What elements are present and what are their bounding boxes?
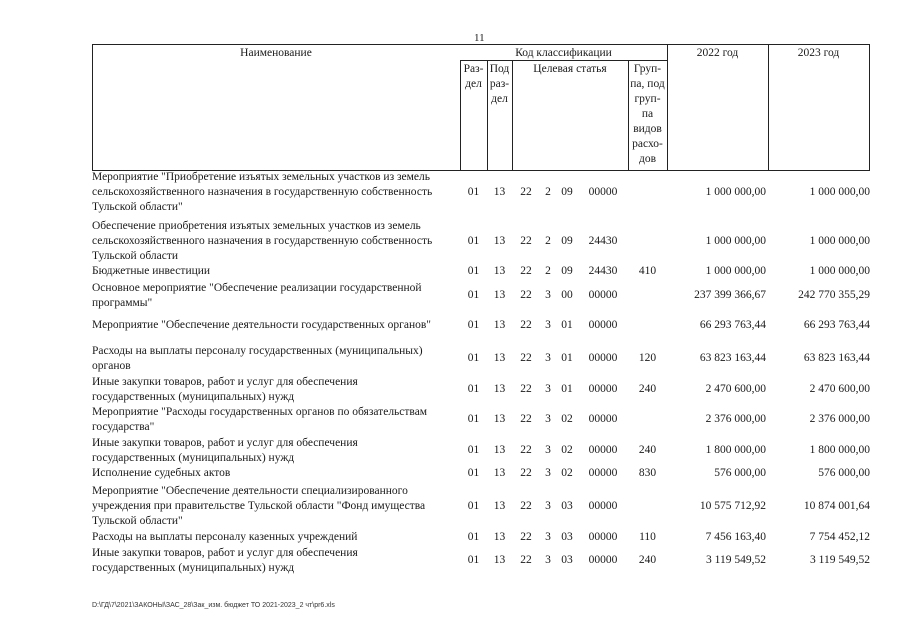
- row-code-cell: 01: [467, 444, 480, 456]
- row-name: Иные закупки товаров, работ и услуг для обеспечения государственных (муниципальных) нужд: [92, 437, 358, 464]
- row-code-cell: 240: [638, 383, 657, 395]
- row-code-cell: 24430: [588, 235, 618, 247]
- row-value-2022: 1 000 000,00: [705, 235, 766, 247]
- row-code-cell: 00: [561, 289, 573, 301]
- row-code-cell: 13: [493, 235, 506, 247]
- row-code-cell: 03: [561, 554, 573, 566]
- row-code-cell: 22: [520, 444, 532, 456]
- row-value-2022: 1 000 000,00: [705, 186, 766, 198]
- row-code-cell: 13: [493, 383, 506, 395]
- row-code-cell: 13: [493, 265, 506, 277]
- row-name: Мероприятие "Приобретение изъятых земельных участков из земель сельскохозяйственного назначения в государственную собственность Тульской области": [92, 171, 433, 213]
- row-code-cell: 00000: [588, 289, 618, 301]
- row-value-2023: 10 874 001,64: [803, 500, 870, 512]
- row-code-cell: 13: [493, 554, 506, 566]
- row-code-cell: 01: [467, 235, 480, 247]
- row-name: Основное мероприятие "Обеспечение реализации государственной программы": [92, 282, 422, 309]
- row-code-cell: 22: [520, 352, 532, 364]
- row-name: Иные закупки товаров, работ и услуг для обеспечения государственных (муниципальных) нужд: [92, 547, 358, 574]
- row-code-cell: 00000: [588, 413, 618, 425]
- row-code-cell: 3: [545, 413, 551, 425]
- row-value-2022: 2 470 600,00: [705, 383, 766, 395]
- row-code-cell: 01: [467, 352, 480, 364]
- row-value-2023: 1 000 000,00: [809, 235, 870, 247]
- row-code-cell: 22: [520, 383, 532, 395]
- row-code-cell: 09: [561, 186, 573, 198]
- row-name: Мероприятие "Обеспечение деятельности специализированного учреждения при правительстве Тульской области "Фонд имущества Тульской области": [92, 485, 426, 527]
- header-year-2023: 2023 год: [797, 47, 840, 59]
- row-code-cell: 3: [545, 531, 551, 543]
- row-code-cell: 01: [467, 531, 480, 543]
- row-value-2023: 1 800 000,00: [809, 444, 870, 456]
- row-code-cell: 110: [639, 531, 656, 543]
- row-code-cell: 24430: [588, 265, 618, 277]
- row-code-cell: 2: [545, 186, 551, 198]
- header-code-group: Код классификации: [515, 47, 612, 59]
- row-code-cell: 2: [545, 235, 551, 247]
- row-code-cell: 00000: [588, 383, 618, 395]
- row-code-cell: 09: [561, 265, 573, 277]
- row-code-cell: 02: [561, 413, 573, 425]
- row-code-cell: 00000: [588, 554, 618, 566]
- row-code-cell: 3: [545, 289, 551, 301]
- row-code-cell: 01: [561, 319, 573, 331]
- row-value-2022: 7 456 163,40: [705, 531, 766, 543]
- row-code-cell: 22: [520, 289, 532, 301]
- row-code-cell: 01: [467, 289, 480, 301]
- header-razdel: Раз- дел: [463, 63, 484, 90]
- row-code-cell: 02: [561, 444, 573, 456]
- row-value-2023: 7 754 452,12: [809, 531, 870, 543]
- row-value-2023: 1 000 000,00: [809, 265, 870, 277]
- row-code-cell: 22: [520, 265, 532, 277]
- row-code-cell: 01: [467, 554, 480, 566]
- row-code-cell: 240: [638, 554, 657, 566]
- row-code-cell: 120: [638, 352, 657, 364]
- header-year-2022: 2022 год: [696, 47, 739, 59]
- file-path-footer: D:\ГД\7\2021\ЗАКОНЫ\ЗАС_28\Зак_изм. бюджет ТО 2021-2023_2 чт\pr6.xls: [92, 602, 335, 609]
- row-code-cell: 830: [638, 467, 657, 479]
- row-code-cell: 2: [545, 265, 551, 277]
- row-code-cell: 09: [561, 235, 573, 247]
- row-code-cell: 01: [561, 352, 573, 364]
- row-code-cell: 13: [493, 413, 506, 425]
- row-code-cell: 22: [520, 235, 532, 247]
- row-code-cell: 22: [520, 531, 532, 543]
- row-code-cell: 00000: [588, 352, 618, 364]
- row-code-cell: 01: [467, 467, 480, 479]
- row-code-cell: 00000: [588, 467, 618, 479]
- row-code-cell: 01: [467, 500, 480, 512]
- row-value-2023: 576 000,00: [818, 467, 870, 479]
- row-code-cell: 01: [467, 186, 480, 198]
- row-value-2023: 2 470 600,00: [809, 383, 870, 395]
- row-code-cell: 00000: [588, 444, 618, 456]
- row-code-cell: 240: [638, 444, 657, 456]
- row-value-2023: 63 823 163,44: [803, 352, 870, 364]
- page-number: 11: [474, 32, 485, 44]
- row-code-cell: 01: [467, 383, 480, 395]
- row-value-2023: 242 770 355,29: [798, 289, 870, 301]
- row-code-cell: 01: [467, 319, 480, 331]
- header-podrazdel: Под раз- дел: [489, 63, 510, 105]
- row-value-2022: 66 293 763,44: [699, 319, 766, 331]
- row-name: Мероприятие "Обеспечение деятельности государственных органов": [92, 319, 431, 331]
- row-value-2022: 576 000,00: [714, 467, 766, 479]
- row-code-cell: 3: [545, 383, 551, 395]
- row-code-cell: 3: [545, 467, 551, 479]
- row-code-cell: 00000: [588, 531, 618, 543]
- row-code-cell: 00000: [588, 500, 618, 512]
- row-name: Мероприятие "Расходы государственных органов по обязательствам государства": [92, 406, 428, 433]
- row-value-2023: 3 119 549,52: [810, 554, 870, 566]
- row-code-cell: 13: [493, 531, 506, 543]
- row-code-cell: 13: [493, 289, 506, 301]
- row-code-cell: 13: [493, 186, 506, 198]
- row-code-cell: 03: [561, 531, 573, 543]
- row-code-cell: 3: [545, 444, 551, 456]
- header-group: Груп- па, под груп- па видов расхо- дов: [630, 63, 665, 165]
- row-name: Расходы на выплаты персоналу государственных (муниципальных) органов: [92, 345, 423, 372]
- row-code-cell: 22: [520, 500, 532, 512]
- row-name: Обеспечение приобретения изъятых земельных участков из земель сельскохозяйственного назначения в государственную собственность Тульской области: [92, 220, 433, 262]
- row-value-2022: 63 823 163,44: [699, 352, 766, 364]
- row-name: Иные закупки товаров, работ и услуг для обеспечения государственных (муниципальных) нужд: [92, 376, 358, 403]
- row-code-cell: 03: [561, 500, 573, 512]
- row-code-cell: 01: [467, 265, 480, 277]
- row-value-2022: 237 399 366,67: [694, 289, 766, 301]
- row-code-cell: 22: [520, 186, 532, 198]
- table-header: [92, 44, 869, 170]
- header-name: Наименование: [240, 47, 312, 59]
- row-code-cell: 3: [545, 352, 551, 364]
- row-value-2022: 2 376 000,00: [705, 413, 766, 425]
- row-code-cell: 3: [545, 319, 551, 331]
- row-code-cell: 13: [493, 444, 506, 456]
- row-code-cell: 22: [520, 467, 532, 479]
- row-code-cell: 410: [638, 265, 657, 277]
- row-name: Бюджетные инвестиции: [92, 265, 211, 277]
- row-code-cell: 13: [493, 467, 506, 479]
- row-code-cell: 01: [561, 383, 573, 395]
- row-value-2023: 2 376 000,00: [809, 413, 870, 425]
- row-value-2023: 1 000 000,00: [809, 186, 870, 198]
- row-code-cell: 00000: [588, 186, 618, 198]
- row-code-cell: 00000: [588, 319, 618, 331]
- row-name: Расходы на выплаты персоналу казенных учреждений: [92, 531, 358, 543]
- row-value-2022: 10 575 712,92: [699, 500, 766, 512]
- row-code-cell: 3: [545, 554, 551, 566]
- row-code-cell: 3: [545, 500, 551, 512]
- row-code-cell: 22: [520, 413, 532, 425]
- row-code-cell: 22: [520, 554, 532, 566]
- row-code-cell: 13: [493, 352, 506, 364]
- row-value-2022: 1 000 000,00: [705, 265, 766, 277]
- row-code-cell: 22: [520, 319, 532, 331]
- row-name: Исполнение судебных актов: [92, 467, 231, 479]
- row-value-2022: 3 119 549,52: [706, 554, 766, 566]
- row-code-cell: 02: [561, 467, 573, 479]
- row-code-cell: 13: [493, 319, 506, 331]
- row-code-cell: 01: [467, 413, 480, 425]
- header-target: Целевая статья: [533, 63, 607, 75]
- row-code-cell: 13: [493, 500, 506, 512]
- row-value-2023: 66 293 763,44: [803, 319, 870, 331]
- row-value-2022: 1 800 000,00: [705, 444, 766, 456]
